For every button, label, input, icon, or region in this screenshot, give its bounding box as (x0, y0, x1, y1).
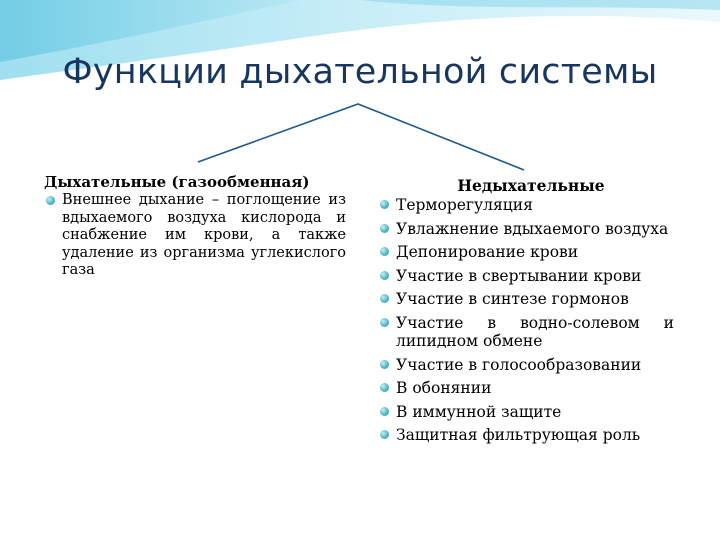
list-item (378, 379, 674, 397)
non-respiratory-heading: Недыхательные (457, 176, 605, 195)
list-item-text: Терморегуляция (396, 196, 533, 214)
bullet-icon (380, 407, 389, 416)
bullet-icon (380, 247, 389, 256)
bullet-icon (380, 200, 389, 209)
list-item (378, 426, 674, 444)
bullet-icon (380, 383, 389, 392)
list-item (378, 196, 674, 214)
list-item-text: Участие в свертывании крови (396, 266, 642, 285)
bullet-icon (380, 224, 389, 233)
list-item (378, 314, 674, 350)
bullet-icon (46, 196, 55, 205)
list-item-text: Участие в водно-солевом и липидном обмене (396, 313, 674, 350)
respiratory-list (44, 192, 346, 280)
slide-title: Функции дыхательной системы (62, 52, 658, 92)
bullet-icon (380, 430, 389, 439)
bullet-icon (380, 294, 389, 303)
list-item (44, 192, 346, 280)
bullet-icon (380, 360, 389, 369)
respiratory-heading: Дыхательные (газообменная) (44, 173, 310, 191)
list-item-text: Увлажнение вдыхаемого воздуха (396, 219, 669, 238)
list-item-text: В иммунной защите (396, 402, 562, 421)
list-item (378, 267, 674, 285)
bullet-icon (380, 271, 389, 280)
list-item-text: В обонянии (396, 379, 492, 398)
list-item (378, 356, 674, 374)
list-item-text: Участие в синтезе гормонов (396, 290, 629, 309)
respiratory-functions-column (44, 172, 346, 286)
list-item-text: Защитная фильтрующая роль (396, 426, 641, 445)
non-respiratory-functions-column (378, 176, 674, 450)
list-item (378, 290, 674, 308)
non-respiratory-list (378, 196, 674, 444)
list-item-text: Участие в голосообразовании (396, 355, 642, 374)
list-item-text: Внешнее дыхание – поглощение из вдыхаемого воздуха кислорода и снабжение им крови, а также удаление из организма углекислого газа (62, 192, 346, 279)
list-item (378, 243, 674, 261)
list-item (378, 220, 674, 238)
list-item-text: Депонирование крови (396, 243, 579, 262)
bullet-icon (380, 318, 389, 327)
list-item (378, 403, 674, 421)
